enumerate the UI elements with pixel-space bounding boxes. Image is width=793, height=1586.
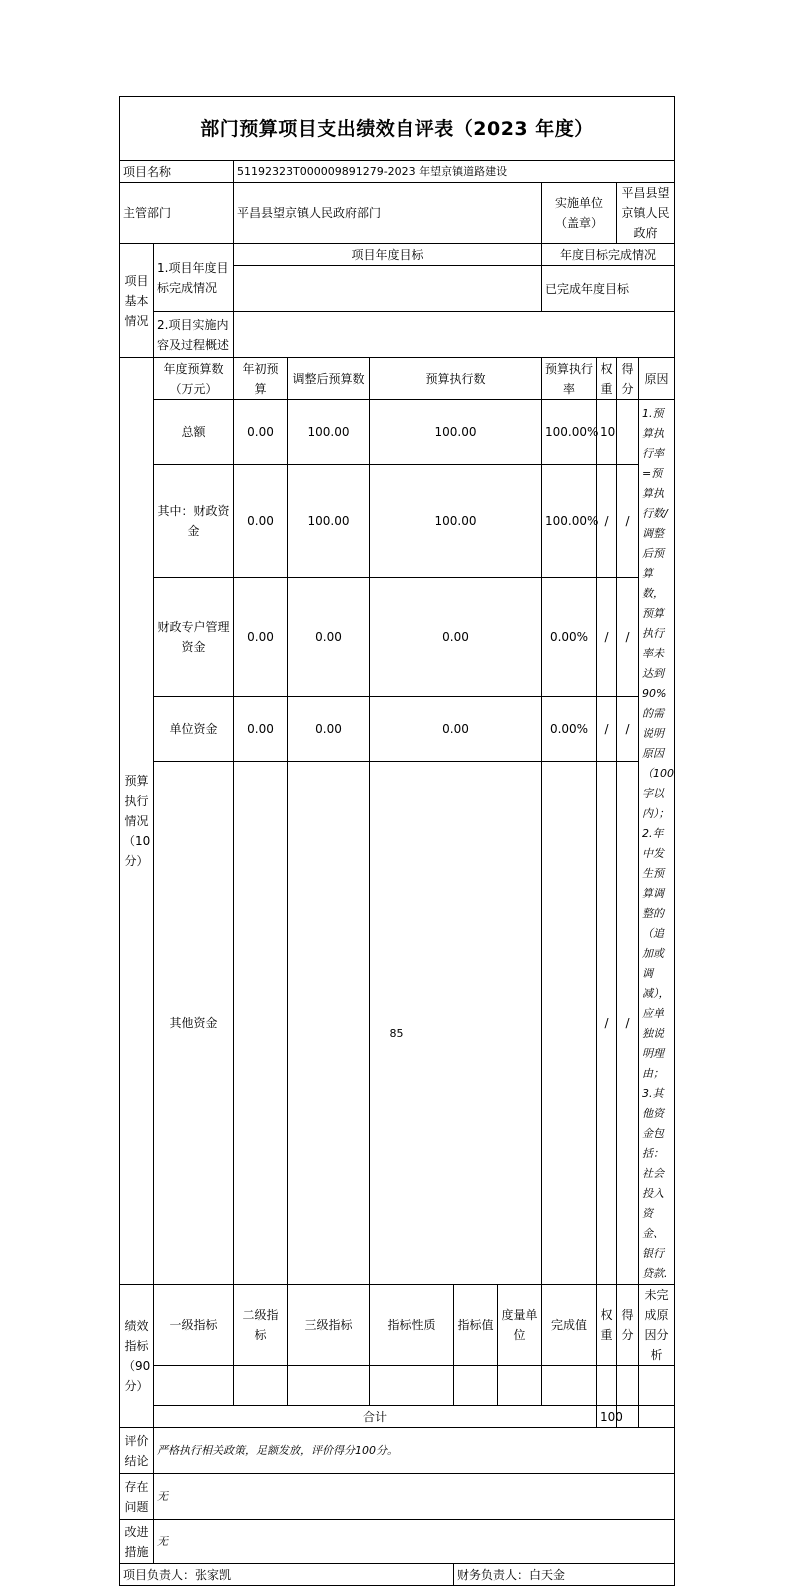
measures-label: 改进措施 xyxy=(120,1520,154,1564)
conclusion-text: 严格执行相关政策，足额发放，评价得分100分。 xyxy=(154,1428,675,1474)
perf-cell xyxy=(498,1366,542,1406)
budget-row-name: 其中：财政资金 xyxy=(154,464,234,577)
perf-cell xyxy=(454,1366,498,1406)
perf-cell xyxy=(639,1366,675,1406)
project-name-label: 项目名称 xyxy=(120,161,234,183)
budget-row-name: 财政专户管理资金 xyxy=(154,578,234,697)
budget-row-executed: 0.00 xyxy=(370,578,542,697)
budget-header-initial: 年初预算 xyxy=(234,358,288,400)
performance-label: 绩效指标（90分） xyxy=(120,1285,154,1428)
budget-row-executed: 100.00 xyxy=(370,464,542,577)
completion-header: 年度目标完成情况 xyxy=(542,244,675,266)
budget-row-score xyxy=(617,400,639,465)
budget-row-name: 单位资金 xyxy=(154,696,234,761)
perf-header-nature: 指标性质 xyxy=(370,1285,454,1366)
exec-unit-value: 平昌县望京镇人民政府 xyxy=(617,183,675,244)
budget-row-rate: 100.00% xyxy=(542,464,597,577)
project-name-value: 51192323T000009891279-2023 年望京镇道路建设 xyxy=(234,161,675,183)
budget-row-adjusted: 0.00 xyxy=(288,578,370,697)
budget-row-weight: 10 xyxy=(597,400,617,465)
basic-row2-label: 2.项目实施内容及过程概述 xyxy=(154,312,234,358)
perf-header-reason: 未完成原因分析 xyxy=(639,1285,675,1366)
budget-label: 预算执行情况（10分） xyxy=(120,358,154,1285)
perf-header-value: 指标值 xyxy=(454,1285,498,1366)
perf-header-score: 得分 xyxy=(617,1285,639,1366)
budget-row-weight: / xyxy=(597,464,617,577)
total-weight: 100 xyxy=(597,1406,617,1428)
finance-lead: 财务负责人：白天金 xyxy=(454,1564,675,1586)
budget-row-weight: / xyxy=(597,578,617,697)
perf-cell xyxy=(542,1366,597,1406)
budget-header-weight: 权重 xyxy=(597,358,617,400)
budget-header-score: 得分 xyxy=(617,358,639,400)
perf-header-unit: 度量单位 xyxy=(498,1285,542,1366)
perf-cell xyxy=(154,1366,234,1406)
budget-row-rate: 100.00% xyxy=(542,400,597,465)
budget-row-executed: 0.00 xyxy=(370,696,542,761)
budget-header-reason: 原因 xyxy=(639,358,675,400)
budget-row-weight: / xyxy=(597,761,617,1284)
perf-cell xyxy=(597,1366,617,1406)
project-lead: 项目负责人：张家凯 xyxy=(120,1564,454,1586)
basic-row1-label: 1.项目年度目标完成情况 xyxy=(154,244,234,312)
budget-row-name: 总额 xyxy=(154,400,234,465)
self-evaluation-table xyxy=(119,96,675,1586)
page-number: 85 xyxy=(389,1027,404,1040)
perf-cell xyxy=(288,1366,370,1406)
budget-row-executed xyxy=(370,761,542,1284)
form-title: 部门预算项目支出绩效自评表（2023 年度） xyxy=(120,97,675,161)
budget-row-adjusted: 0.00 xyxy=(288,696,370,761)
basic-info-label: 项目基本情况 xyxy=(120,244,154,358)
budget-row-initial xyxy=(234,761,288,1284)
budget-row-rate xyxy=(542,761,597,1284)
basic-row1-completion: 已完成年度目标 xyxy=(542,266,675,312)
budget-row-adjusted: 100.00 xyxy=(288,464,370,577)
goal-header: 项目年度目标 xyxy=(234,244,542,266)
budget-row-name: 其他资金 xyxy=(154,761,234,1284)
budget-row-initial: 0.00 xyxy=(234,464,288,577)
issues-text: 无 xyxy=(154,1474,675,1520)
budget-row-adjusted: 100.00 xyxy=(288,400,370,465)
issues-label: 存在问题 xyxy=(120,1474,154,1520)
budget-row-initial: 0.00 xyxy=(234,696,288,761)
budget-row-rate: 0.00% xyxy=(542,696,597,761)
budget-row-executed: 100.00 xyxy=(370,400,542,465)
exec-unit-label: 实施单位（盖章） xyxy=(542,183,617,244)
measures-text: 无 xyxy=(154,1520,675,1564)
perf-cell xyxy=(370,1366,454,1406)
total-label: 合计 xyxy=(154,1406,597,1428)
perf-header-level2: 二级指标 xyxy=(234,1285,288,1366)
perf-header-weight: 权重 xyxy=(597,1285,617,1366)
budget-row-initial: 0.00 xyxy=(234,400,288,465)
budget-row-score: / xyxy=(617,696,639,761)
basic-row1-goal xyxy=(234,266,542,312)
dept-value: 平昌县望京镇人民政府部门 xyxy=(234,183,542,244)
perf-header-level1: 一级指标 xyxy=(154,1285,234,1366)
budget-header-rate: 预算执行率 xyxy=(542,358,597,400)
perf-cell xyxy=(234,1366,288,1406)
conclusion-label: 评价结论 xyxy=(120,1428,154,1474)
budget-reason-note: 1.预算执行率=预算执行数/调整后预算数，预算执行率未达到90%的需说明原因（100字以内）；2.年中发生预算调整的（追加或调减），应单独说明理由；3.其他资金包括：社会投入资金、银行贷款. xyxy=(639,400,675,1285)
perf-header-level3: 三级指标 xyxy=(288,1285,370,1366)
budget-row-initial: 0.00 xyxy=(234,578,288,697)
budget-row-score: / xyxy=(617,578,639,697)
budget-row-adjusted xyxy=(288,761,370,1284)
perf-cell xyxy=(617,1366,639,1406)
perf-header-completed: 完成值 xyxy=(542,1285,597,1366)
budget-header-item: 年度预算数（万元） xyxy=(154,358,234,400)
basic-row2-content xyxy=(234,312,675,358)
budget-header-executed: 预算执行数 xyxy=(370,358,542,400)
dept-label: 主管部门 xyxy=(120,183,234,244)
budget-row-weight: / xyxy=(597,696,617,761)
budget-row-score: / xyxy=(617,464,639,577)
budget-row-rate: 0.00% xyxy=(542,578,597,697)
total-reason xyxy=(639,1406,675,1428)
budget-row-score: / xyxy=(617,761,639,1284)
budget-header-adjusted: 调整后预算数 xyxy=(288,358,370,400)
